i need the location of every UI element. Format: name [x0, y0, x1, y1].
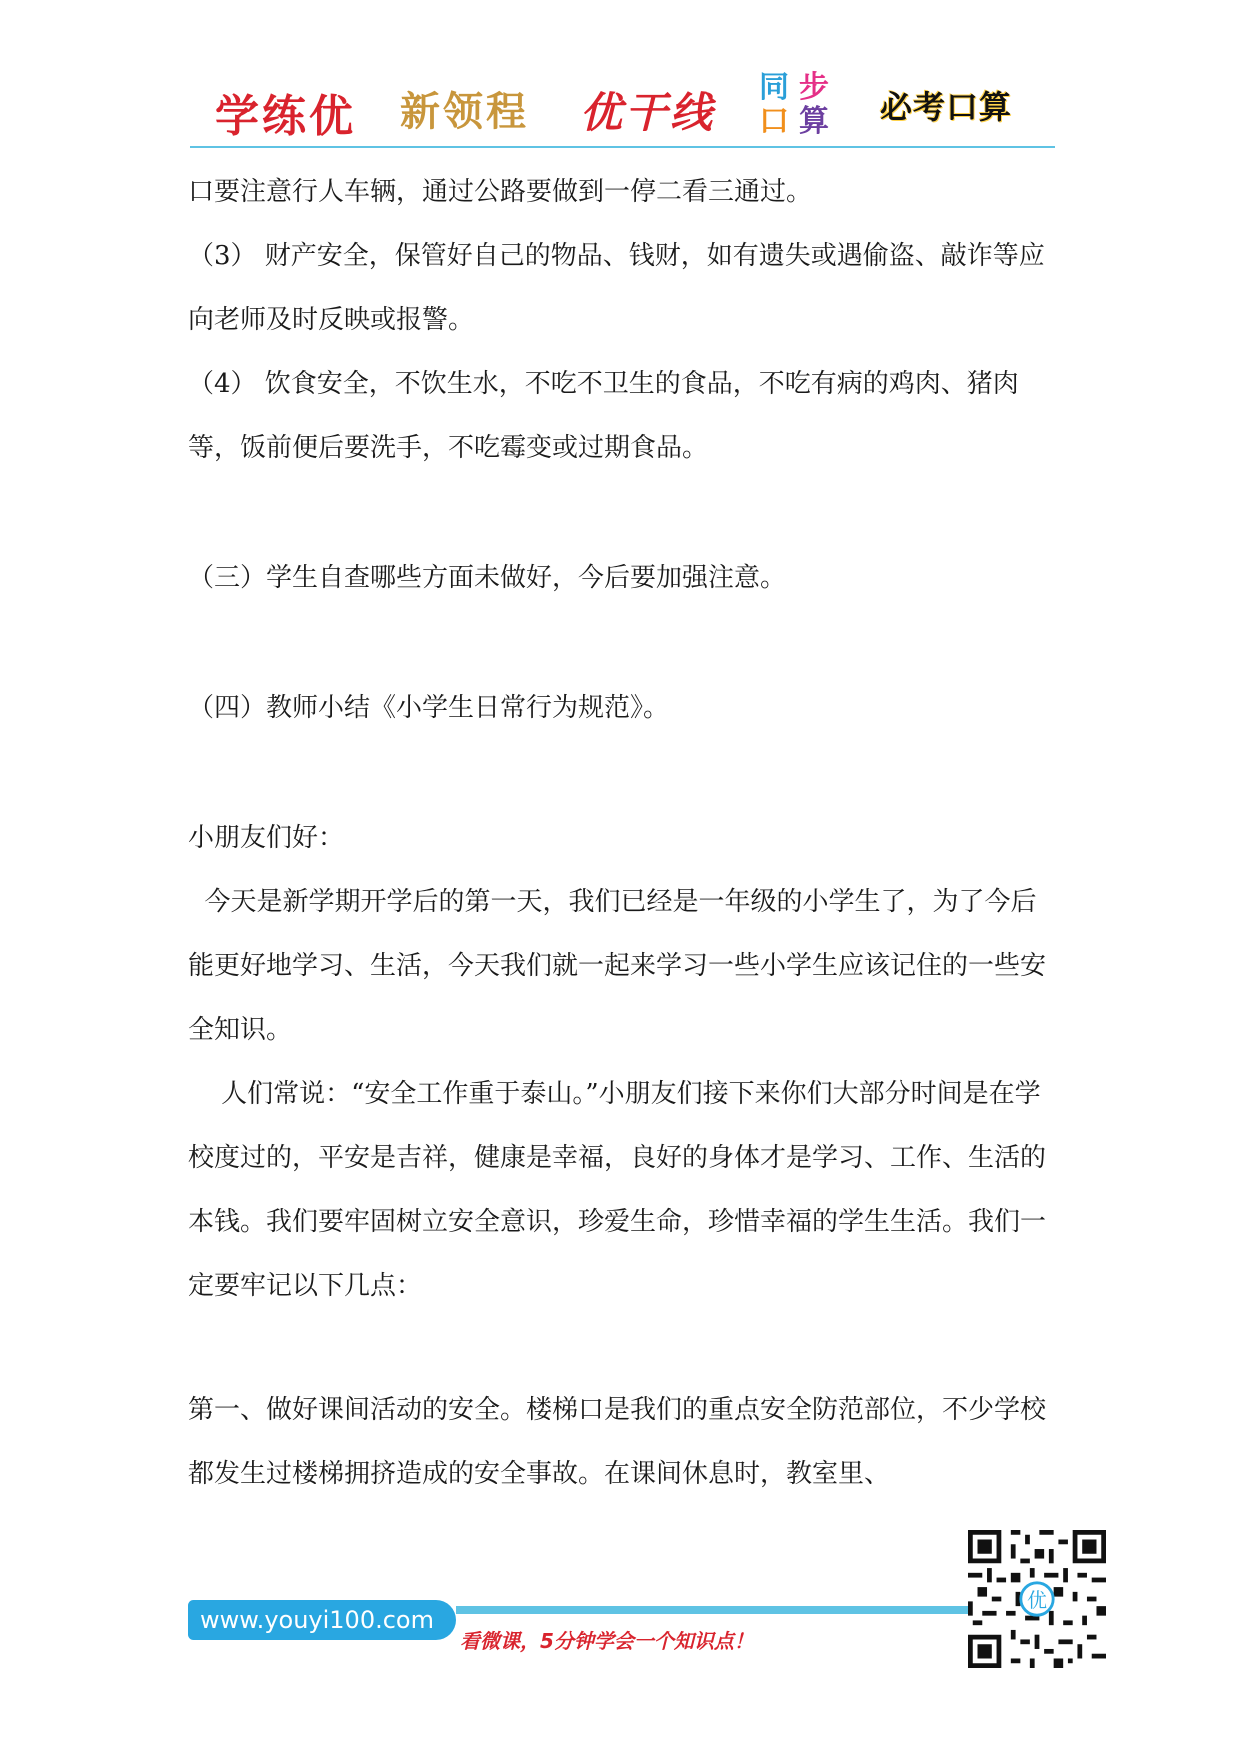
paragraph: （三）学生自查哪些方面未做好，今后要加强注意。: [188, 563, 787, 593]
paragraph: （4） 饮食安全，不饮生水，不吃不卫生的食品，不吃有病的鸡肉、猪肉等，饭前便后要洗手，不吃霉变或过期食品。: [188, 369, 1019, 463]
paragraph: 人们常说：“安全工作重于泰山。”小朋友们接下来你们大部分时间是在学校度过的，平安是吉祥，健康是幸福，良好的身体才是学习、工作、生活的本钱。我们要牢固树立安全意识，珍爱生命，珍惜幸福的学生生活。我们一定要牢记以下几点：: [188, 1079, 1047, 1301]
document-body: [188, 160, 1058, 1506]
logo-char: 同: [759, 70, 789, 105]
qr-center-char: 优: [1027, 1588, 1047, 1613]
bikao-kousuan-logo: 必考口算: [880, 88, 1013, 126]
paragraph: 今天是新学期开学后的第一天，我们已经是一年级的小学生了，为了今后能更好地学习、生活，今天我们就一起来学习一些小学生应该记住的一些安全知识。: [188, 887, 1047, 1045]
tongbu-kousuan-logo: [755, 72, 835, 138]
footer-divider: [456, 1606, 968, 1614]
paragraph: 口要注意行人车辆，通过公路要做到一停二看三通过。: [188, 177, 813, 207]
logo-char: 步: [799, 70, 829, 105]
paragraph: 第一、做好课间活动的安全。楼梯口是我们的重点安全防范部位，不少学校都发生过楼梯拥挤造成的安全事故。在课间休息时，教室里、: [188, 1395, 1047, 1489]
logo-char: 口: [759, 104, 789, 139]
header-divider: [190, 146, 1055, 148]
website-link[interactable]: www.youyi100.com: [188, 1600, 456, 1640]
logo-char: 算: [799, 104, 829, 139]
qr-code-icon[interactable]: [968, 1530, 1106, 1668]
page-footer: [0, 1580, 1241, 1754]
paragraph: （四）教师小结《小学生日常行为规范》。: [188, 693, 670, 723]
brand-xuelianyou: 学练优: [215, 91, 356, 142]
greeting: 小朋友们好：: [188, 823, 345, 853]
page-header: [0, 0, 1241, 150]
paragraph: （3） 财产安全，保管好自己的物品、钱财，如有遗失或遇偷盗、敲诈等应向老师及时反映或报警。: [188, 241, 1045, 335]
footer-slogan: 看微课，5分钟学会一个知识点！: [460, 1629, 754, 1653]
brand-youganxian: 优干线: [580, 88, 716, 137]
brand-xinlingcheng: 新领程: [400, 88, 529, 135]
